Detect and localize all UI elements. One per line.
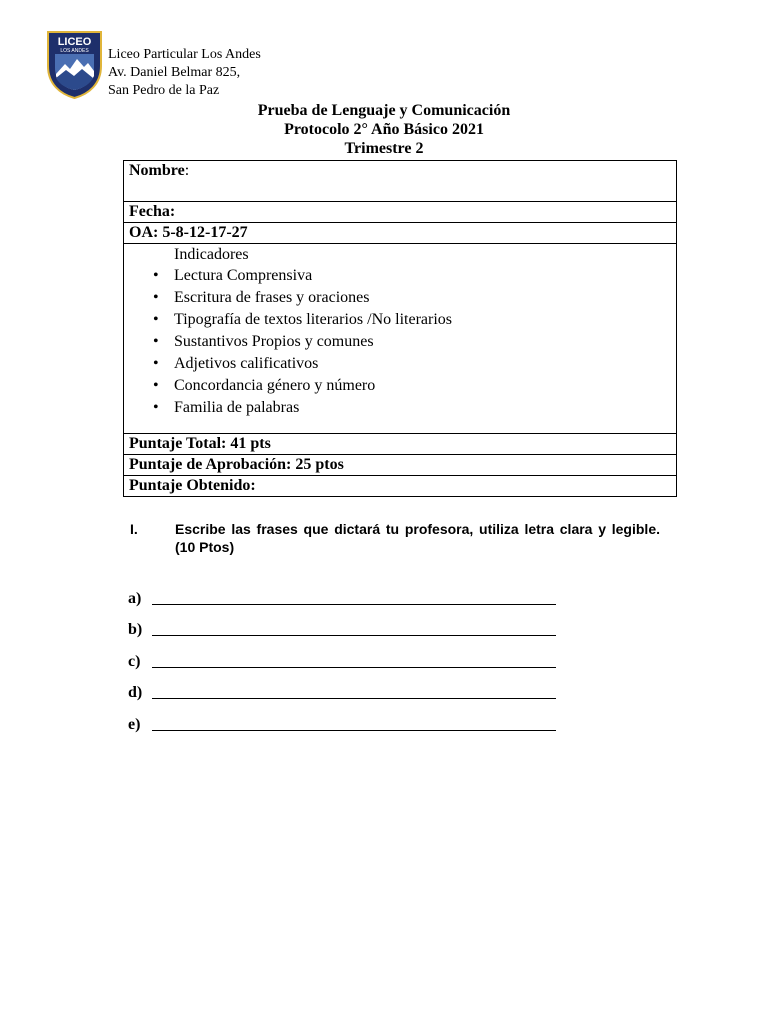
exam-trimester: Trimestre 2 [344, 140, 424, 157]
row-puntaje-total [124, 434, 677, 455]
answer-row [128, 671, 556, 703]
school-crest-icon [46, 30, 103, 100]
oa-label: OA: 5-8-12-17-27 [129, 224, 248, 241]
indicadores-list [129, 265, 671, 433]
answer-line[interactable] [152, 714, 556, 731]
question-number: I. [130, 521, 138, 537]
fecha-label: Fecha: [129, 203, 176, 220]
question-text: Escribe las frases que dictará tu profesora, utiliza letra clara y legible. (10 Ptos) [175, 521, 660, 555]
list-item: • Adjetivos calificativos [129, 353, 671, 375]
row-oa [124, 223, 677, 244]
exam-protocol: Protocolo 2° Año Básico 2021 [284, 121, 484, 138]
answer-row [128, 576, 556, 608]
answer-label: d) [128, 684, 143, 701]
answer-label: c) [128, 652, 141, 670]
answer-line[interactable] [152, 619, 556, 636]
school-address [108, 46, 261, 100]
answer-line[interactable] [152, 682, 556, 699]
question-1 [130, 520, 660, 556]
nombre-label: Nombre [129, 162, 185, 179]
list-item: • Escritura de frases y oraciones [129, 287, 671, 309]
svg-text:LOS ANDES: LOS ANDES [60, 48, 89, 54]
bullet-icon: • [153, 289, 159, 306]
answer-label: a) [128, 589, 142, 607]
answer-row [128, 639, 556, 671]
answer-line[interactable] [152, 651, 556, 668]
row-puntaje-aprobacion [124, 455, 677, 476]
info-table [123, 160, 677, 497]
list-item: • Sustantivos Propios y comunes [129, 331, 671, 353]
bullet-icon: • [153, 355, 159, 372]
school-logo [46, 30, 103, 100]
list-item: • Familia de palabras [129, 397, 671, 419]
list-item: • Concordancia género y número [129, 375, 671, 397]
answer-line[interactable] [152, 588, 556, 605]
list-item: • Lectura Comprensiva [129, 265, 671, 287]
school-street: Av. Daniel Belmar 825, [108, 65, 241, 80]
bullet-icon: • [153, 267, 159, 284]
bullet-icon: • [153, 399, 159, 416]
answer-lines [128, 576, 556, 734]
puntaje-obtenido: Puntaje Obtenido: [129, 477, 256, 494]
svg-text:LICEO: LICEO [57, 36, 92, 48]
puntaje-aprobacion: Puntaje de Aprobación: 25 ptos [129, 456, 344, 473]
puntaje-total: Puntaje Total: 41 pts [129, 435, 271, 452]
row-fecha [124, 202, 677, 223]
exam-title: Prueba de Lenguaje y Comunicación [257, 102, 511, 119]
answer-row [128, 608, 556, 640]
answer-label: e) [128, 715, 141, 733]
exam-titles [0, 101, 768, 158]
answer-label: b) [128, 621, 143, 638]
indicadores-title: Indicadores [174, 246, 249, 263]
row-puntaje-obtenido [124, 476, 677, 497]
answer-row [128, 702, 556, 734]
list-item: • Tipografía de textos literarios /No literarios [129, 309, 671, 331]
school-name: Liceo Particular Los Andes [108, 47, 261, 62]
school-city: San Pedro de la Paz [108, 83, 220, 98]
bullet-icon: • [153, 333, 159, 350]
row-nombre: Nombre: [124, 161, 677, 202]
bullet-icon: • [153, 377, 159, 394]
row-indicadores [124, 244, 677, 434]
bullet-icon: • [153, 311, 159, 328]
